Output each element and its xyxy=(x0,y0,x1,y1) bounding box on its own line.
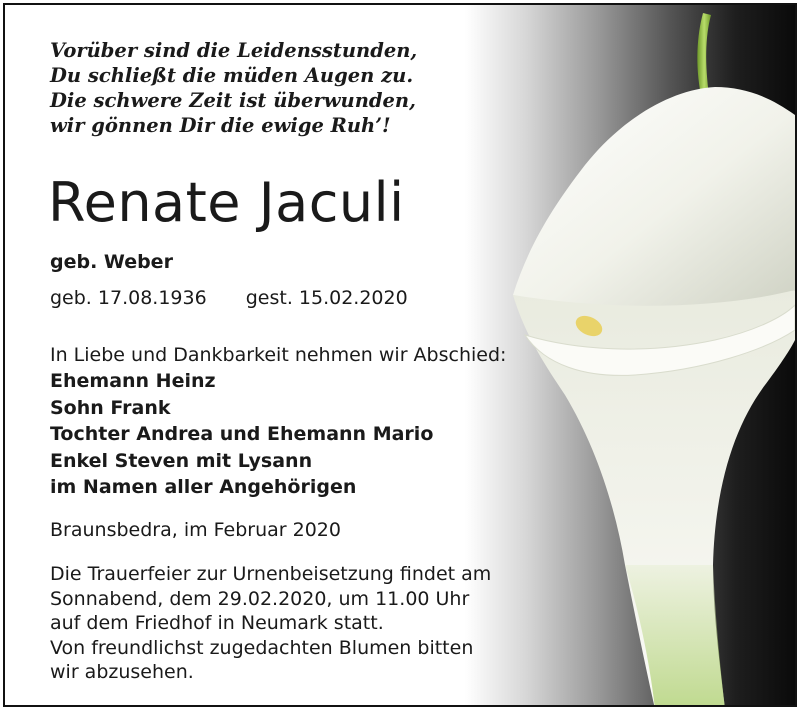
mourners-list xyxy=(50,368,433,501)
poem-line: wir gönnen Dir die ewige Ruh’! xyxy=(50,114,391,137)
poem-line: Die schwere Zeit ist überwunden, xyxy=(50,89,416,112)
service-info-line: Sonnabend, dem 29.02.2020, um 11.00 Uhr xyxy=(50,587,470,610)
mourner-item: Enkel Steven mit Lysann xyxy=(50,449,313,472)
poem-line: Vorüber sind die Leidensstunden, xyxy=(50,39,418,62)
death-date: gest. 15.02.2020 xyxy=(245,287,408,309)
service-info-line: Die Trauerfeier zur Urnenbeisetzung findet am xyxy=(50,563,492,585)
service-info-line: wir abzusehen. xyxy=(50,661,194,683)
life-dates xyxy=(50,285,408,311)
farewell-text: In Liebe und Dankbarkeit nehmen wir Abschied: xyxy=(50,344,507,366)
service-info-line: Von freundlichst zugedachten Blumen bitten xyxy=(50,636,474,659)
mourner-item: Sohn Frank xyxy=(50,396,171,419)
poem-line: Du schließt die müden Augen zu. xyxy=(50,64,414,87)
place-date: Braunsbedra, im Februar 2020 xyxy=(50,519,341,541)
birth-date: geb. 17.08.1936 xyxy=(50,287,207,309)
memorial-poem xyxy=(50,38,520,138)
service-info-line: auf dem Friedhof in Neumark statt. xyxy=(50,612,384,634)
obituary-notice xyxy=(3,3,797,707)
mourner-item: im Namen aller Angehörigen xyxy=(50,476,357,498)
deceased-name: Renate Jaculi xyxy=(48,171,405,234)
mourner-item: Tochter Andrea und Ehemann Mario xyxy=(50,423,434,445)
service-info xyxy=(50,562,491,685)
mourner-item: Ehemann Heinz xyxy=(50,370,216,392)
maiden-name: geb. Weber xyxy=(50,251,173,273)
